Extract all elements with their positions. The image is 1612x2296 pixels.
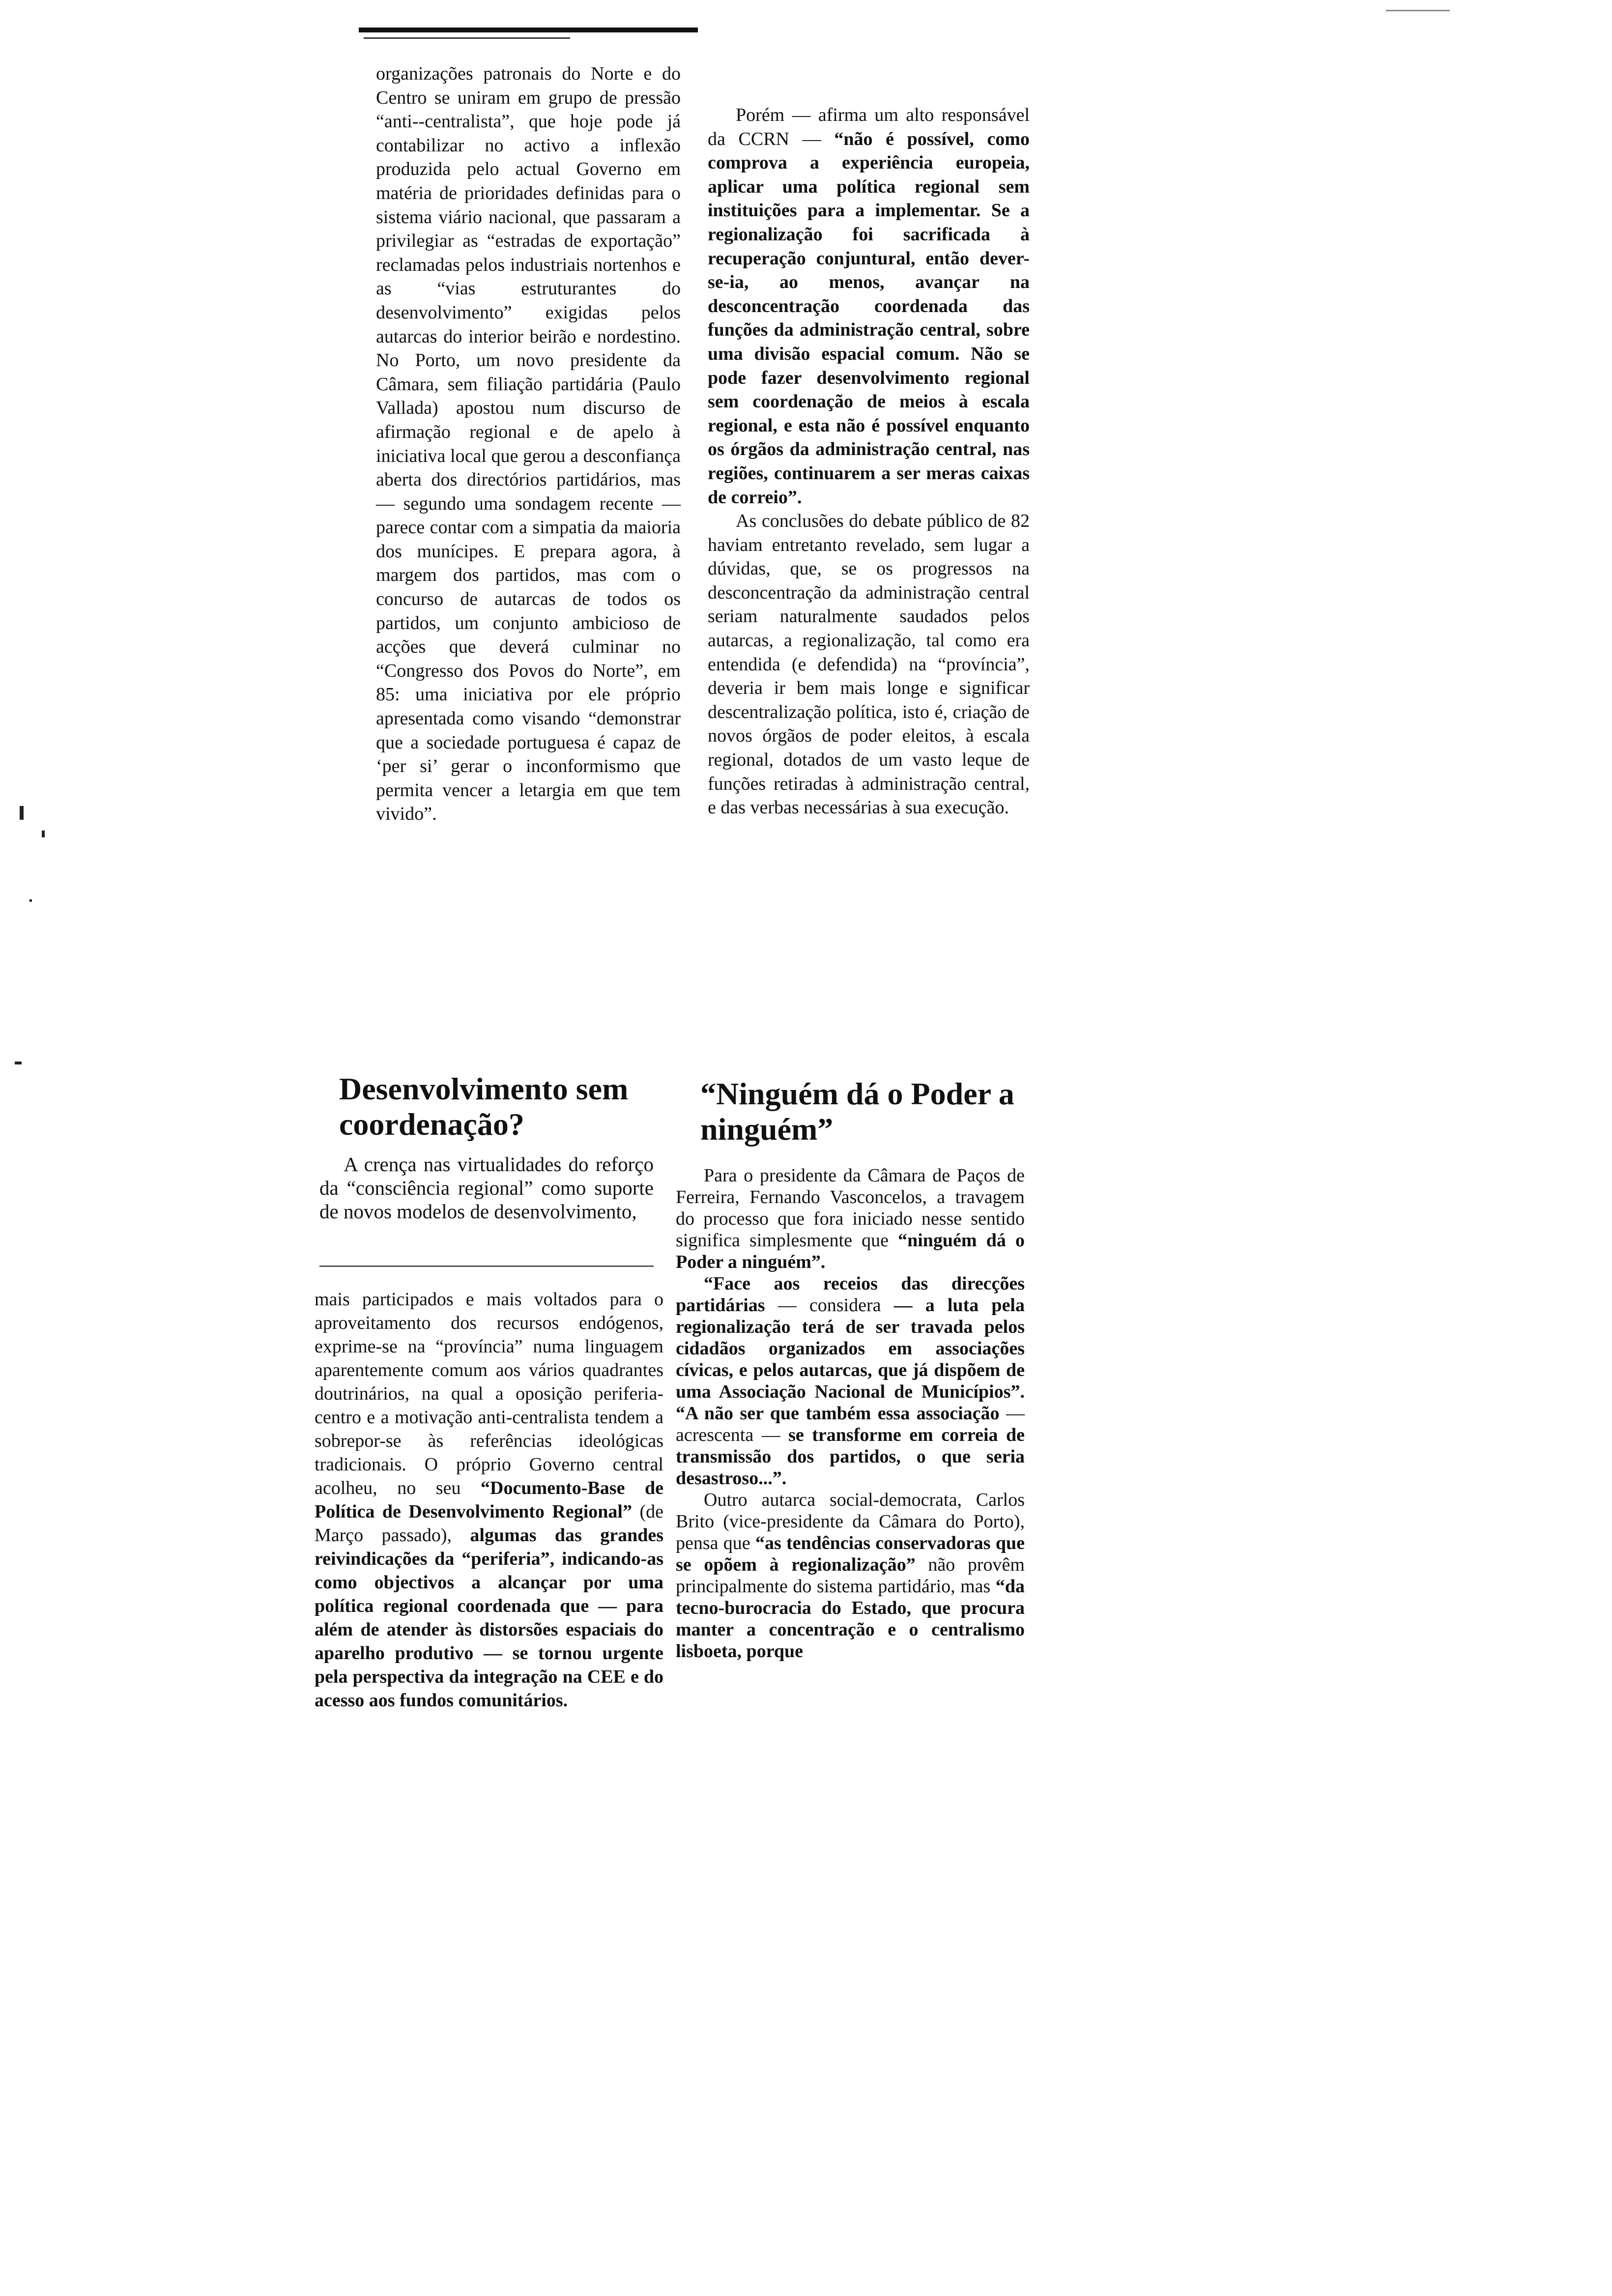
corner-mark	[1386, 10, 1450, 11]
left-column-bottom	[315, 1288, 663, 1712]
text-run: mais participados e mais voltados para o aproveitamento dos recursos endógenos, exprime-se na “província” numa linguagem aparentemente comum aos vários quadrantes doutrinários, na qual a oposição periferia-centro e a motivação anti-centralista tendem a sobrepor-se às referências ideológicas tradicionais. O próprio Governo central acolheu, no seu	[315, 1289, 663, 1498]
lead-rule	[319, 1265, 654, 1267]
bold-run: “Documento-Base de Política de Desenvolvimento Regional”	[315, 1478, 664, 1522]
bold-run: — a luta pela regionalização terá de ser travada pelos cidadãos organizados em associações cívicas, e pelos autarcas, que já dispõem de uma Associação Nacional de Municípios”. “A não ser que também essa associação	[676, 1295, 1025, 1424]
paragraph	[676, 1165, 1025, 1273]
paragraph	[315, 1288, 663, 1712]
text-run: Para o presidente da Câmara de Paços de Ferreira, Fernando Vasconcelos, a travagem do processo que fora iniciado nesse sentido significa simplesmente que	[676, 1165, 1025, 1251]
paragraph: organizações patronais do Norte e do Centro se uniram em grupo de pressão “anti--centralista”, que hoje pode já contabilizar no activo a inflexão produzida pelo actual Governo em matéria de prioridades definidas para o sistema viário nacional, que passaram a privilegiar as “estradas de exportação” reclamadas pelos industriais nortenhos e as “vias estruturantes do desenvolvimento” exigidas pelos autarcas do interior beirão e nordestino. No Porto, um novo presidente da Câmara, sem filiação partidária (Paulo Vallada) apostou num discurso de afirmação regional e de apelo à iniciativa local que gerou a desconfiança aberta dos directórios partidários, mas — segundo uma sondagem recente — parece contar com a simpatia da maioria dos munícipes. E prepara agora, à margem dos partidos, mas com o concurso de autarcas de todos os partidos, um conjunto ambicioso de acções que deverá culminar no “Congresso dos Povos do Norte”, em 85: uma iniciativa por ele próprio apresentada como visando “demonstrar que a sociedade portuguesa é capaz de ‘per si’ gerar o inconformismo que permita vencer a letargia em que tem vivido”.	[376, 63, 681, 825]
lead-paragraph: A crença nas virtualidades do reforço da “consciência regional” como suporte de novos modelos de desenvolvimento,	[319, 1153, 654, 1223]
bold-run: “da tecno-burocracia do Estado, que procura manter a concentração e o centralismo lisboeta, porque	[676, 1576, 1025, 1662]
right-column-bottom	[676, 1165, 1025, 1662]
text-run: (de Março passado),	[315, 1501, 664, 1546]
scan-speck	[15, 1062, 22, 1064]
scan-speck	[29, 899, 32, 902]
lead-text	[319, 1152, 654, 1223]
bold-run: algumas das grandes reivindicações da “periferia”, indicando-as como objectivos a alcançar por uma política regional coordenada que — para além de atender às distorsões espaciais do aparelho produtivo — se tornou urgente pela perspectiva da integração na CEE e do acesso aos fundos comunitários.	[315, 1525, 664, 1711]
text-run: — acrescenta —	[676, 1403, 1025, 1445]
subheading-right: “Ninguém dá o Poder a ninguém”	[700, 1076, 1014, 1147]
bold-run: “ninguém dá o Poder a ninguém”.	[676, 1230, 1025, 1272]
paragraph	[676, 1273, 1025, 1489]
scan-speck	[20, 806, 24, 820]
text-run: não provêm principalmente do sistema partidário, mas	[676, 1554, 1025, 1597]
paragraph	[676, 1489, 1025, 1662]
top-rule-thin	[364, 37, 570, 39]
text-run: — considera	[765, 1295, 894, 1316]
quote-bold: “não é possível, como comprova a experiência europeia, aplicar uma política regional sem instituições para a implementar. Se a regionalização foi sacrificada à recuperação conjuntural, então dever-se-ia, ao menos, avançar na desconcentração coordenada das funções da administração central, sobre uma divisão espacial comum. Não se pode fazer desenvolvimento regional sem coordenação de meios à escala regional, e esta não é possível enquanto os órgãos da administração central, nas regiões, continuarem a ser meras caixas de correio”.	[708, 128, 1030, 508]
right-column-top	[708, 103, 1030, 820]
scan-speck	[42, 831, 45, 837]
subheading-left: Desenvolvimento sem coordenação?	[339, 1071, 629, 1142]
text-run: Porém — afirma um alto responsável da CCRN —	[708, 105, 1030, 149]
paragraph	[708, 103, 1030, 509]
text-run: Outro autarca social-democrata, Carlos Brito (vice-presidente da Câmara do Porto), pensa que	[676, 1490, 1025, 1553]
bold-run: “Face aos receios das direcções partidárias	[676, 1273, 1025, 1316]
top-rule	[359, 28, 698, 32]
left-column-top	[376, 62, 681, 826]
paragraph: As conclusões do debate público de 82 haviam entretanto revelado, sem lugar a dúvidas, que, se os progressos na desconcentração da administração central seriam naturalmente saudados pelos autarcas, a regionalização, tal como era entendida (e defendida) na “província”, deveria ir bem mais longe e significar descentralização política, isto é, criação de novos órgãos de poder eleitos, à escala regional, dotados de um vasto leque de funções retiradas à administração central, e das verbas necessárias à sua execução.	[708, 511, 1030, 818]
bold-run: “as tendências conservadoras que se opõem à regionalização”	[676, 1533, 1025, 1575]
bold-run: se transforme em correia de transmissão dos partidos, o que seria desastroso...”.	[676, 1425, 1025, 1489]
